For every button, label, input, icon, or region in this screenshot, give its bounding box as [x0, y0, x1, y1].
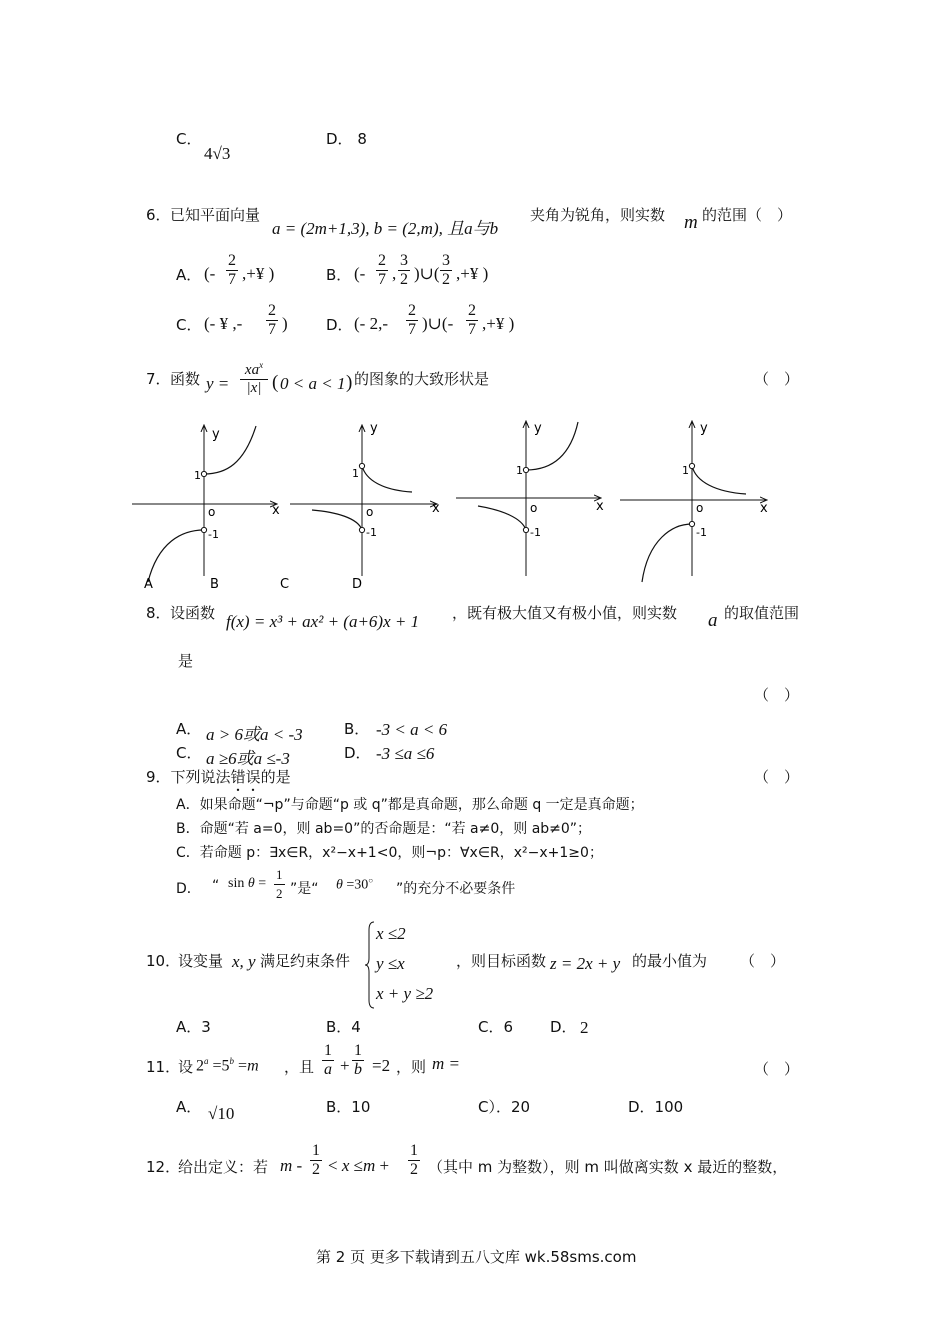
graph-d-y: y: [700, 421, 708, 436]
q11-eq1: $2^a =5^b =m$: [196, 1056, 259, 1075]
q7-stem: 函数: [170, 370, 201, 388]
q6-vectors: a = (2m+1,3), b = (2,m), 且a与b: [272, 219, 499, 238]
graph-d-one: 1: [682, 464, 689, 477]
graph-a-minus-one: -1: [208, 528, 219, 541]
q8-option-b-label: B．: [344, 720, 370, 738]
graph-b-minus-one: -1: [366, 526, 377, 539]
q10-option-d-label: D．: [550, 1018, 577, 1036]
q9-option-c: C．若命题 p：∃x∈R，x²−x+1<0，则¬p：∀x∈R，x²−x+1≥0；: [176, 845, 603, 861]
q10-stem4: 的最小值为: [632, 952, 708, 970]
q9-option-b: B．命题“若 a=0，则 ab=0”的否命题是：“若 a≠0，则 ab≠0”；: [176, 821, 592, 837]
graph-a-origin: o: [208, 505, 216, 519]
q11-number: 11．: [146, 1058, 181, 1076]
q10-option-b: B．4: [326, 1018, 361, 1036]
graph-c-one: 1: [516, 464, 523, 477]
q10-stem2: 满足约束条件: [260, 952, 351, 970]
graph-b: [290, 421, 440, 576]
graph-b-one: 1: [352, 467, 359, 480]
q7-graphs: [126, 416, 786, 596]
q10-constraint-3: x + y ≥2: [376, 984, 434, 1003]
q8-stem2: ，既有极大值又有极小值，则实数: [452, 604, 678, 622]
q11-stem3: ，则: [396, 1058, 427, 1076]
graph-c-x: x: [596, 499, 604, 514]
q12-stem: 给出定义：若: [178, 1158, 269, 1176]
q11-option-d: D．100: [628, 1098, 684, 1116]
q10-option-d: 2: [580, 1018, 589, 1037]
q11-option-a: √10: [208, 1104, 235, 1123]
q11-stem: 设: [178, 1058, 194, 1076]
q10-vars: x, y: [232, 952, 256, 971]
q8-number: 8．: [146, 604, 171, 622]
q6-stem2: 夹角为锐角，则实数: [530, 206, 666, 224]
q11-option-b: B．10: [326, 1098, 371, 1116]
graph-b-y: y: [370, 421, 378, 436]
q8-option-b: -3 < a < 6: [376, 720, 448, 739]
q7-number: 7．: [146, 370, 171, 388]
q10-number: 10．: [146, 952, 181, 970]
q11-eq3: m =: [432, 1054, 460, 1073]
q8-stem3: 的取值范围: [724, 604, 800, 622]
graph-b-origin: o: [366, 505, 374, 519]
graph-d: [620, 421, 768, 582]
q8-option-d-label: D．: [344, 744, 371, 762]
q6-option-a-label: A．: [176, 266, 202, 284]
graph-d-minus-one: -1: [696, 526, 707, 539]
graph-c-y: y: [534, 421, 542, 436]
graph-label-d: D: [352, 577, 363, 592]
q6-option-c-label: C．: [176, 316, 202, 334]
q5-option-c-label: C．: [176, 130, 202, 148]
q7-paren: （ ）: [754, 370, 800, 388]
q8-option-c-label: C．: [176, 744, 202, 762]
q10-constraint-1: x ≤2: [376, 924, 406, 943]
graph-label-c: C: [280, 577, 290, 592]
q8-function: f(x) = x³ + ax² + (a+6)x + 1: [226, 612, 420, 631]
q9-option-d-label: D．: [176, 881, 201, 897]
graph-d-origin: o: [696, 501, 704, 515]
q6-var-m: m: [684, 212, 698, 233]
page-footer: 第 2 页 更多下载请到五八文库 wk.58sms.com: [316, 1248, 637, 1266]
q9-paren: （ ）: [754, 768, 800, 786]
q11-option-c: C）．20: [478, 1098, 531, 1116]
q10-objective: z = 2x + y: [550, 954, 621, 973]
q8-paren: （ ）: [754, 686, 800, 704]
q8-option-d: -3 ≤a ≤6: [376, 744, 435, 763]
q10-stem3: ，则目标函数: [456, 952, 547, 970]
q12-stem2: （其中 m 为整数），则 m 叫做离实数 x 最近的整数，: [428, 1158, 788, 1176]
graph-label-a: A: [144, 577, 153, 592]
graph-a-y: y: [212, 427, 220, 442]
q11-paren: （ ）: [754, 1060, 800, 1078]
q8-option-a: a > 6或a < -3: [206, 725, 303, 744]
graph-a: [132, 426, 280, 582]
q8-stem4: 是: [178, 652, 194, 670]
q10-brace: [364, 920, 376, 1010]
q6-number: 6．: [146, 206, 171, 224]
graph-label-b: B: [210, 577, 219, 592]
q8-stem: 设函数: [170, 604, 216, 622]
q11-stem2: ，且: [284, 1058, 315, 1076]
q5-option-d: D． 8: [326, 130, 367, 148]
q10-paren: （ ）: [740, 952, 786, 970]
q6-stem: 已知平面向量: [170, 206, 261, 224]
graph-c-origin: o: [530, 501, 538, 515]
graph-c: [456, 421, 604, 576]
graph-a-one: 1: [194, 469, 201, 482]
q6-option-b-label: B．: [326, 266, 352, 284]
graph-d-x: x: [760, 501, 768, 516]
q11-option-a-label: A．: [176, 1098, 202, 1116]
q6-stem3: 的范围（ ）: [702, 206, 793, 224]
q8-var-a: a: [708, 610, 718, 631]
graph-c-minus-one: -1: [530, 526, 541, 539]
q5-option-c-value: 4√3: [204, 144, 231, 163]
q8-option-c: a ≥6或a ≤-3: [206, 749, 290, 768]
q7-stem2: 的图象的大致形状是: [354, 370, 490, 388]
q12-number: 12．: [146, 1158, 181, 1176]
q10-option-c: C．6: [478, 1018, 514, 1036]
q9-stem: 9．下列说法错误的是: [146, 768, 291, 786]
q10-option-a: A．3: [176, 1018, 211, 1036]
graph-b-x: x: [432, 501, 440, 516]
q6-option-d-label: D．: [326, 316, 353, 334]
q9-option-a: A．如果命题“¬p”与命题“p 或 q”都是真命题，那么命题 q 一定是真命题；: [176, 797, 644, 813]
q8-option-a-label: A．: [176, 720, 202, 738]
graph-a-x: x: [272, 503, 280, 518]
q10-stem: 设变量: [178, 952, 224, 970]
q10-constraint-2: y ≤x: [376, 954, 405, 973]
